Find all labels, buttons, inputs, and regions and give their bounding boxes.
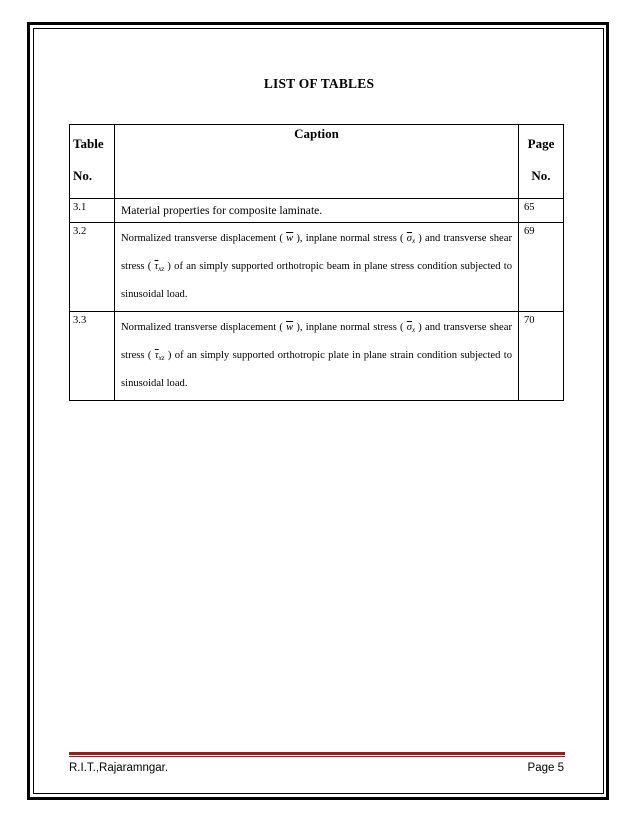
- footer-rule-thin: [69, 756, 565, 757]
- symbol-tau-bar: $\overline{\tau}$: [154, 261, 159, 272]
- caption-text: Normalized transverse displacement (: [121, 233, 283, 244]
- symbol-w-bar: $\overline{w}$: [286, 233, 294, 244]
- table-row: [70, 312, 564, 401]
- symbol-w-bar: $\overline{w}$: [286, 322, 294, 333]
- page-number: 65: [519, 199, 564, 223]
- header-page-no-line2: No.: [531, 168, 551, 183]
- symbol-subscript: x: [412, 237, 416, 245]
- symbol-subscript: xz: [158, 265, 165, 273]
- caption-text: ), inplane normal stress (: [296, 233, 404, 244]
- page-title: LIST OF TABLES: [263, 76, 375, 91]
- header-page-no: [519, 125, 564, 199]
- table-caption: [115, 312, 519, 401]
- footer-institution: R.I.T.,Rajaramngar.: [69, 762, 169, 774]
- symbol-sigma-bar: $\overline{\sigma}$: [406, 233, 412, 244]
- page-number: 70: [519, 312, 564, 401]
- header-table-no: [70, 125, 115, 199]
- footer-rule-thick: [69, 752, 565, 755]
- table-row: [70, 199, 564, 223]
- table-caption: [115, 223, 519, 312]
- table-number: 3.3: [70, 312, 115, 401]
- caption-text: ) of an simply supported orthotropic beam in plane stress condition subjected to sinusoidal load.: [121, 261, 513, 300]
- table-row: [70, 223, 564, 312]
- symbol-subscript: xz: [158, 354, 165, 362]
- symbol-sigma-bar: $\overline{\sigma}$: [406, 322, 412, 333]
- caption-text: ) and transverse shear stress (: [121, 322, 512, 361]
- table-number: 3.1: [70, 199, 115, 223]
- list-of-tables: [69, 124, 564, 401]
- caption-text: ) and transverse shear stress (: [121, 233, 512, 272]
- table-header-row: [70, 125, 564, 199]
- header-page-no-line1: Page: [527, 136, 555, 151]
- table-caption: Material properties for composite laminate.: [115, 199, 519, 223]
- footer-page-number: Page 5: [527, 762, 564, 774]
- header-table-no-line1: Table: [73, 136, 104, 151]
- page-number: 69: [519, 223, 564, 312]
- table-number: 3.2: [70, 223, 115, 312]
- caption-text: Normalized transverse displacement (: [121, 322, 283, 333]
- caption-text: ) of an simply supported orthotropic plate in plane strain condition subjected to sinusoidal load.: [121, 350, 513, 389]
- symbol-tau-bar: $\overline{\tau}$: [154, 350, 159, 361]
- caption-text: ), inplane normal stress (: [296, 322, 404, 333]
- header-table-no-line2: No.: [73, 168, 93, 183]
- header-caption: Caption: [115, 125, 519, 199]
- symbol-subscript: x: [412, 326, 416, 334]
